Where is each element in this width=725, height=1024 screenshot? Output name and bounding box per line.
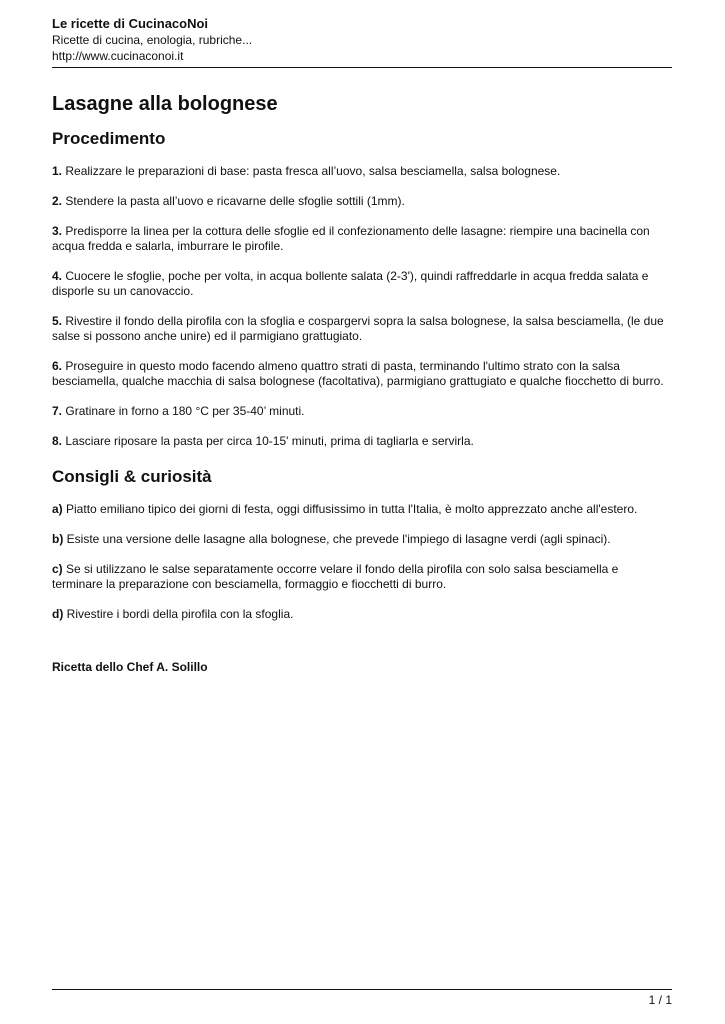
tips-list	[52, 502, 672, 622]
procedure-step	[52, 224, 672, 254]
step-number: 1.	[52, 164, 63, 178]
procedure-step	[52, 194, 672, 209]
step-text: Lasciare riposare la pasta per circa 10-15' minuti, prima di tagliarla e servirla.	[65, 434, 474, 448]
chef-signature: Ricetta dello Chef A. Solillo	[52, 660, 208, 674]
tip-item	[52, 607, 672, 622]
step-text: Predisporre la linea per la cottura delle sfoglie ed il confezionamento delle lasagne: riempire una bacinella con acqua fredda e salarla, imburrare le pirofile.	[52, 224, 650, 253]
tip-item	[52, 562, 672, 592]
page-title: Lasagne alla bolognese	[52, 93, 278, 115]
procedure-step	[52, 269, 672, 299]
site-url-link[interactable]: http://www.cucinaconoi.it	[52, 49, 184, 63]
page-number: 1 / 1	[648, 993, 672, 1007]
site-name: Le ricette di CucinacoNoi	[52, 16, 209, 31]
procedure-step	[52, 359, 672, 389]
site-header	[52, 16, 672, 64]
step-number: 7.	[52, 404, 63, 418]
tip-letter: d)	[52, 607, 64, 621]
recipe-content	[52, 92, 672, 687]
step-number: 8.	[52, 434, 63, 448]
tip-item	[52, 532, 672, 547]
step-text: Realizzare le preparazioni di base: pasta fresca all’uovo, salsa besciamella, salsa bolognese.	[65, 164, 561, 178]
step-number: 3.	[52, 224, 63, 238]
step-text: Gratinare in forno a 180 °C per 35-40’ minuti.	[65, 404, 305, 418]
procedure-step	[52, 164, 672, 179]
step-text: Cuocere le sfoglie, poche per volta, in acqua bollente salata (2-3'), quindi raffreddarle in acqua fredda salata e disporle su un canovaccio.	[52, 269, 649, 298]
header-divider	[52, 67, 672, 68]
step-number: 5.	[52, 314, 63, 328]
tip-letter: c)	[52, 562, 63, 576]
tip-text: Piatto emiliano tipico dei giorni di festa, oggi diffusissimo in tutta l'Italia, è molto apprezzato anche all'estero.	[66, 502, 638, 516]
step-number: 6.	[52, 359, 63, 373]
footer-divider	[52, 989, 672, 990]
tip-letter: b)	[52, 532, 64, 546]
step-text: Rivestire il fondo della pirofila con la sfoglia e cospargervi sopra la salsa bolognese, la salsa besciamella, (le due salse si possono anche unire) ed il parmigiano grattugiato.	[52, 314, 664, 343]
procedure-heading: Procedimento	[52, 129, 166, 148]
procedure-step	[52, 404, 672, 419]
procedure-step	[52, 434, 672, 449]
tip-item	[52, 502, 672, 517]
step-number: 4.	[52, 269, 63, 283]
step-text: Proseguire in questo modo facendo almeno quattro strati di pasta, terminando l'ultimo strato con la salsa besciamella, qualche macchia di salsa bolognese (facoltativa), parmigiano grattugiato e qualche fiocchetto di burro.	[52, 359, 664, 388]
tip-text: Se si utilizzano le salse separatamente occorre velare il fondo della pirofila con solo salsa besciamella e terminare la preparazione con besciamella, formaggio e fiocchetti di burro.	[52, 562, 619, 591]
tip-letter: a)	[52, 502, 63, 516]
step-text: Stendere la pasta all’uovo e ricavarne delle sfoglie sottili (1mm).	[65, 194, 405, 208]
procedure-steps	[52, 164, 672, 449]
tip-text: Rivestire i bordi della pirofila con la sfoglia.	[66, 607, 294, 621]
site-subtitle: Ricette di cucina, enologia, rubriche...	[52, 33, 253, 47]
tip-text: Esiste una versione delle lasagne alla bolognese, che prevede l'impiego di lasagne verdi (agli spinaci).	[66, 532, 611, 546]
tips-heading: Consigli & curiosità	[52, 467, 212, 486]
procedure-step	[52, 314, 672, 344]
step-number: 2.	[52, 194, 63, 208]
